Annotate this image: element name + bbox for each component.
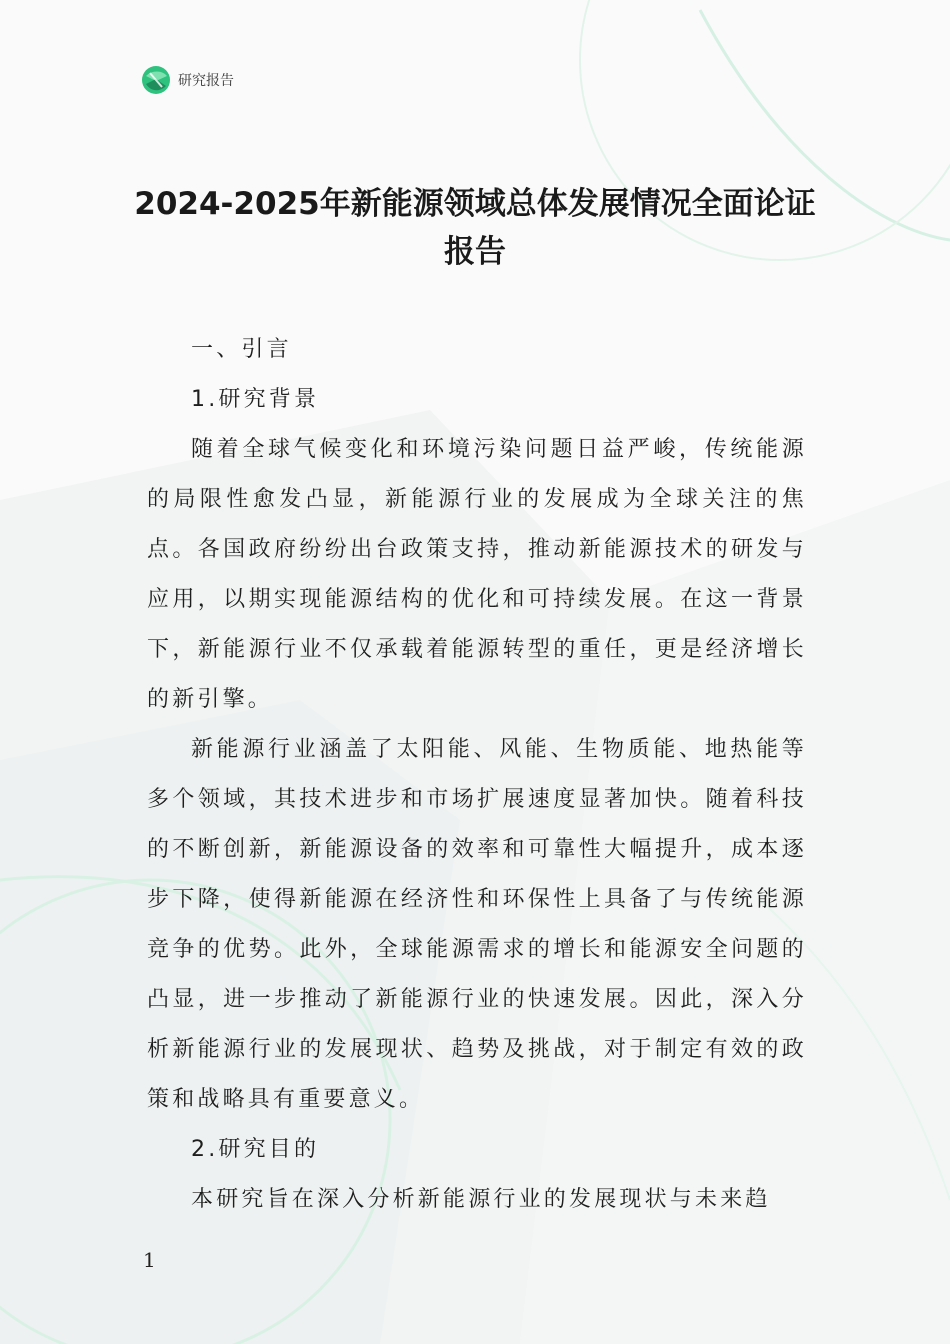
logo-label: 研究报告: [178, 73, 234, 89]
logo-icon: [140, 64, 172, 96]
paragraph-background-1: 随着全球气候变化和环境污染问题日益严峻，传统能源的局限性愈发凸显，新能源行业的发展成为全球关注的焦点。各国政府纷纷出台政策支持，推动新能源技术的研发与应用，以期实现能源结构的优化和可持续发展。在这一背景下，新能源行业不仅承载着能源转型的重任，更是经济增长的新引擎。: [147, 437, 807, 712]
header-logo: [140, 64, 234, 96]
section-heading-introduction: 一、引言: [191, 337, 292, 362]
document-title: 2024-2025年新能源领域总体发展情况全面论证报告: [134, 186, 816, 270]
subsection-heading-background: 1.研究背景: [191, 387, 320, 412]
paragraph-background-2: 新能源行业涵盖了太阳能、风能、生物质能、地热能等多个领域，其技术进步和市场扩展速度显著加快。随着科技的不断创新，新能源设备的效率和可靠性大幅提升，成本逐步下降，使得新能源在经济性和环保性上具备了与传统能源竞争的优势。此外，全球能源需求的增长和能源安全问题的凸显，进一步推动了新能源行业的快速发展。因此，深入分析新能源行业的发展现状、趋势及挑战，对于制定有效的政策和战略具有重要意义。: [147, 737, 807, 1112]
subsection-heading-purpose: 2.研究目的: [191, 1137, 320, 1162]
page-number: 1: [143, 1248, 156, 1272]
document-body: [147, 325, 807, 1225]
paragraph-purpose-1: 本研究旨在深入分析新能源行业的发展现状与未来趋: [191, 1187, 771, 1212]
